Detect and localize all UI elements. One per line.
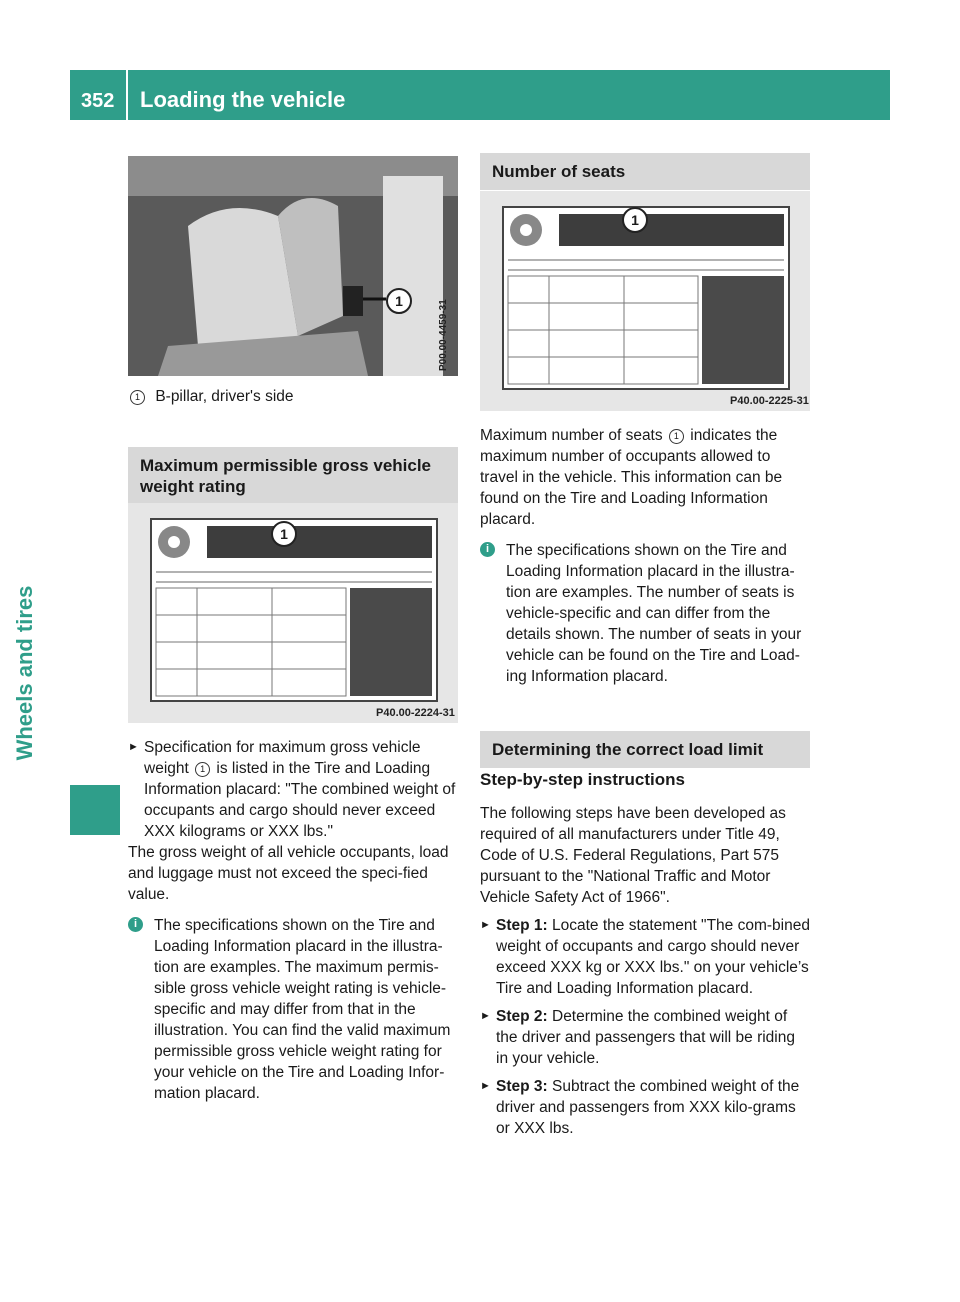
bullet-text-end: is listed in the Tire and Loading Information placard: "The combined weight of occupants and cargo should never exceed XXX kilograms or XXX lbs." — [144, 760, 456, 840]
number-of-seats-info-note — [480, 540, 810, 687]
step-label: Step 1: — [496, 917, 548, 934]
info-icon: i — [128, 917, 143, 932]
bpillar-caption — [128, 386, 458, 407]
section-title-number-of-seats: Number of seats — [480, 153, 810, 190]
step-item — [480, 915, 810, 999]
car-interior-illustration — [128, 156, 458, 376]
step-item — [480, 1076, 810, 1139]
info-note-text: The specifications shown on the Tire and Loading Information placard in the illustra-tion are examples. The maximum permis-sible gross vehicle weight rating is vehicle-specific and may differ from that in the illustration. You can find the valid maximum permissible gross vehicle weight rating for your vehicle on the Tire and Loading Infor-mation placard. — [154, 917, 451, 1102]
step-label: Step 2: — [496, 1008, 548, 1025]
step-item — [480, 1006, 810, 1069]
gross-weight-paragraph: The gross weight of all vehicle occupants, load and luggage must not exceed the speci-fied value. — [128, 844, 449, 903]
number-of-seats-paragraph — [480, 425, 810, 530]
header-divider — [126, 70, 128, 120]
number-of-seats-figure-code: P40.00-2225-31 — [730, 395, 809, 407]
bullet-arrow-icon: ► — [480, 919, 491, 931]
step-text: Subtract the combined weight of the driver and passengers from XXX kilo-grams or XXX lbs. — [496, 1078, 800, 1137]
gross-weight-figure-code: P40.00-2224-31 — [376, 707, 455, 719]
gross-weight-info-note — [128, 915, 458, 1104]
bullet-arrow-icon: ► — [128, 741, 139, 753]
paragraph-text-end: indicates the maximum number of occupants allowed to travel in the vehicle. This information can be found on the Tire and Loading Information placard. — [480, 427, 783, 528]
placard-drawing — [152, 520, 436, 700]
placard-drawing — [504, 208, 788, 388]
bullet-text-start: Specification for maximum gross vehicle weight — [144, 739, 421, 777]
bpillar-photo — [128, 156, 458, 376]
gross-weight-callout: 1 — [271, 521, 297, 547]
inline-callout-number: 1 — [669, 429, 684, 444]
step-text: Locate the statement "The com-bined weight of occupants and cargo should never exceed XXX kg or XXX lbs." on your vehicle’s Tire and Loading Information placard. — [496, 917, 810, 997]
page-title: Loading the vehicle — [140, 87, 346, 112]
bpillar-caption-text: B-pillar, driver's side — [155, 388, 294, 405]
number-of-seats-placard — [502, 206, 790, 390]
bpillar-callout: 1 — [386, 288, 412, 314]
gross-weight-bullet — [128, 737, 458, 842]
side-chapter-label: Wheels and tires — [12, 585, 37, 761]
section-title-load-limit: Determining the correct load limit — [480, 731, 810, 768]
number-of-seats-callout: 1 — [622, 207, 648, 233]
gross-weight-placard — [150, 518, 438, 702]
load-limit-paragraph: The following steps have been developed as required of all manufacturers under Title 49, Code of U.S. Federal Regulations, Part 575 pursuant to the "National Traffic and Motor Vehicle Safety Act of 1966". — [480, 805, 786, 906]
bullet-arrow-icon: ► — [480, 1080, 491, 1092]
bullet-arrow-icon: ► — [480, 1010, 491, 1022]
side-chapter-marker — [70, 785, 120, 835]
bpillar-figure-code: P00.00-4459-31 — [438, 299, 449, 371]
subsection-title-steps: Step-by-step instructions — [480, 770, 685, 789]
step-text: Determine the combined weight of the driver and passengers that will be riding in your vehicle. — [496, 1008, 795, 1067]
info-icon: i — [480, 542, 495, 557]
page-number: 352 — [81, 90, 115, 112]
inline-callout-number: 1 — [195, 762, 210, 777]
step-label: Step 3: — [496, 1078, 548, 1095]
number-of-seats-placard-figure — [480, 191, 810, 411]
bpillar-caption-number: 1 — [130, 390, 145, 405]
gross-weight-placard-figure — [128, 503, 458, 723]
info-note-text: The specifications shown on the Tire and Loading Information placard in the illustra-tion are examples. The number of seats is vehicle-specific and can differ from the details shown. The number of seats in your vehicle can be found on the Tire and Load-ing Information placard. — [506, 542, 802, 685]
section-title-gross-weight: Maximum permissible gross vehicle weight rating — [128, 447, 458, 505]
paragraph-text-start: Maximum number of seats — [480, 427, 667, 444]
